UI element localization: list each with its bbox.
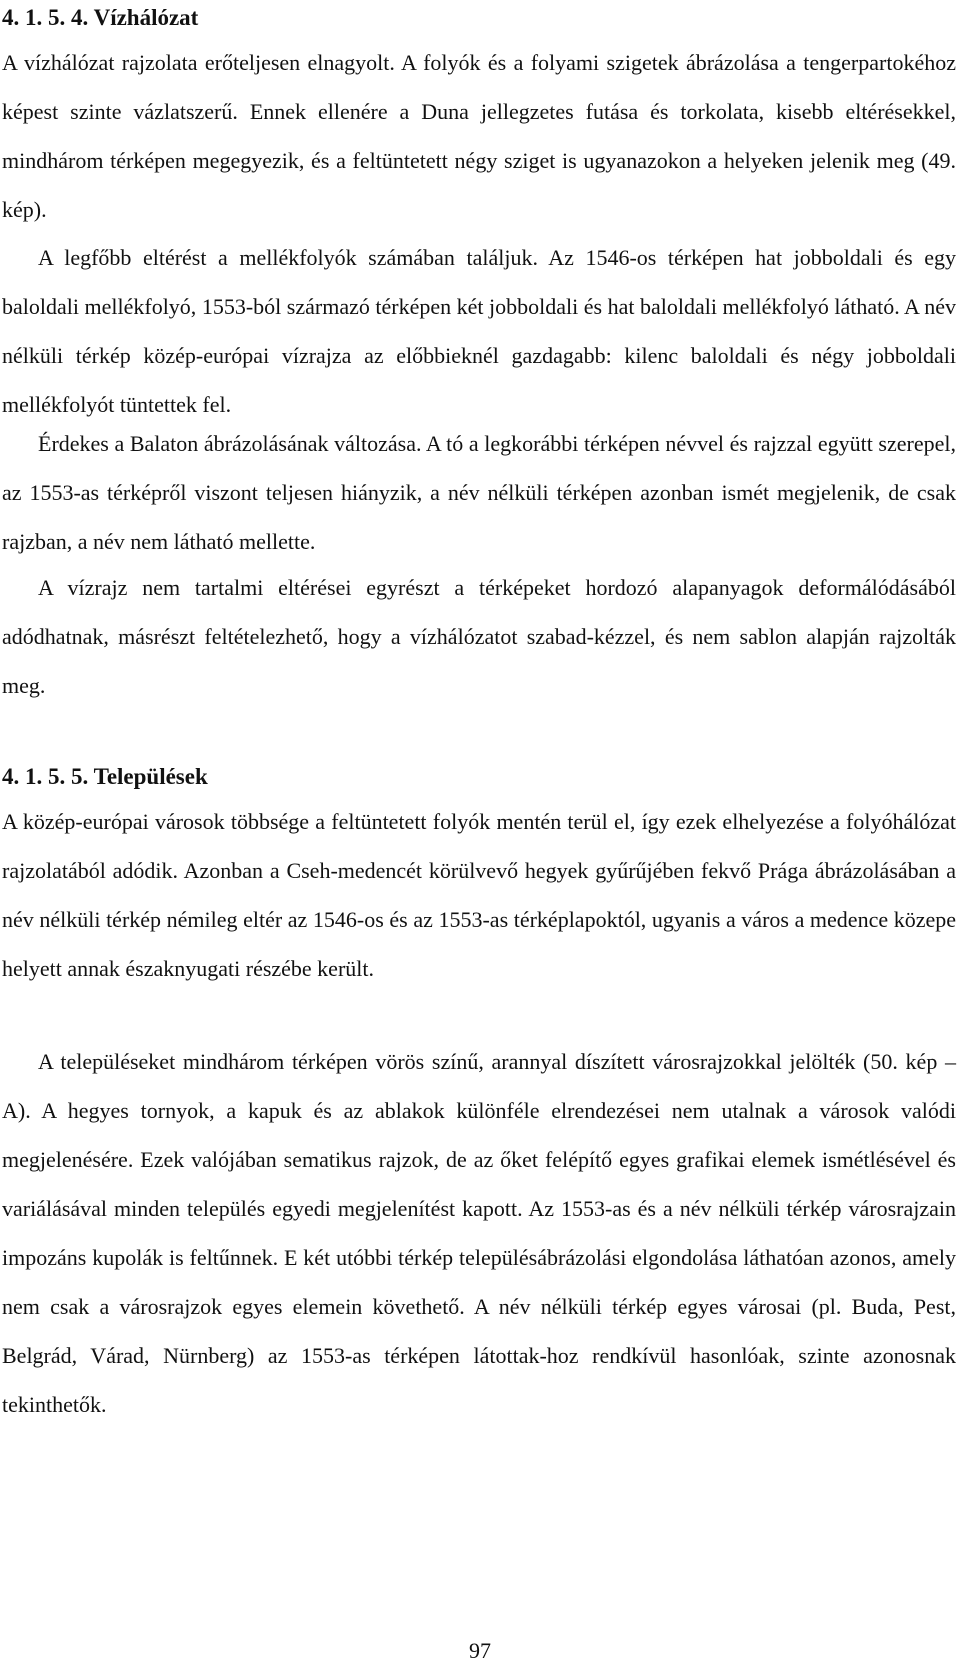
paragraph-varosrajzok: A településeket mindhárom térképen vörös színű, arannyal díszített városrajzokkal jelölték (50. kép – A). A hegyes tornyok, a kapuk és az ablakok különféle elrendezései nem utalnak a városok valódi megjelenésére. Ezek valójában sematikus rajzok, de az őket felépítő egyes grafikai elemek ismétlésével és variálásával minden település egyedi megjelenítést kapott. Az 1553-as és a név nélküli térkép városrajzain impozáns kupolák is feltűnnek. E két utóbbi térkép településábrázolási elgondolása láthatóan azonos, amely nem csak a városrajzok egyes elemein követhető. A név nélküli térkép egyes városai (pl. Buda, Pest, Belgrád, Várad, Nürnberg) az 1553-as térképen látottak-hoz rendkívül hasonlóak, szinte azonosnak tekinthetők. xyxy=(2,1049,956,1417)
page-number: 97 xyxy=(469,1638,491,1663)
paragraph-vizrajz-elteresek: A vízrajz nem tartalmi eltérései egyrészt a térképeket hordozó alapanyagok deformálódásából adódhatnak, másrészt feltételezhető, hogy a vízhálózatot szabad-kézzel, és nem sablon alapján rajzolták meg. xyxy=(2,575,956,698)
paragraph-balaton: Érdekes a Balaton ábrázolásának változása. A tó a legkorábbi térképen névvel és rajzzal együtt szerepel, az 1553-as térképről viszont teljesen hiányzik, a név nélküli térképen azonban ismét megjelenik, de csak rajzban, a név nem látható mellette. xyxy=(2,431,956,554)
section-heading-telepulesek: 4. 1. 5. 5. Települések xyxy=(2,764,208,789)
paragraph-mellekfolyok: A legfőbb eltérést a mellékfolyók számában találjuk. Az 1546-os térképen hat jobboldali és egy baloldali mellékfolyó, 1553-ból származó térképen két jobboldali és hat baloldali mellékfolyó látható. A név nélküli térkép közép-európai vízrajza az előbbieknél gazdagabb: kilenc baloldali és négy jobboldali mellékfolyót tüntettek fel. xyxy=(2,245,956,417)
section-heading-vizhalozat: 4. 1. 5. 4. Vízhálózat xyxy=(2,5,199,30)
paragraph-telepulesek-intro: A közép-európai városok többsége a feltüntetett folyók mentén terül el, így ezek elhelyezése a folyóhálózat rajzolatából adódik. Azonban a Cseh-medencét körülvevő hegyek gyűrűjében fekvő Prága ábrázolásában a név nélküli térkép némileg eltér az 1546-os és az 1553-as térképlapoktól, ugyanis a város a medence közepe helyett annak északnyugati részébe került. xyxy=(2,809,956,981)
paragraph-vizhalozat-intro: A vízhálózat rajzolata erőteljesen elnagyolt. A folyók és a folyami szigetek ábrázolása a tengerpartokéhoz képest szinte vázlatszerű. Ennek ellenére a Duna jellegzetes futása és torkolata, kisebb eltérésekkel, mindhárom térképen megegyezik, és a feltüntetett négy sziget is ugyanazokon a helyeken jelenik meg (49. kép). xyxy=(2,50,956,222)
